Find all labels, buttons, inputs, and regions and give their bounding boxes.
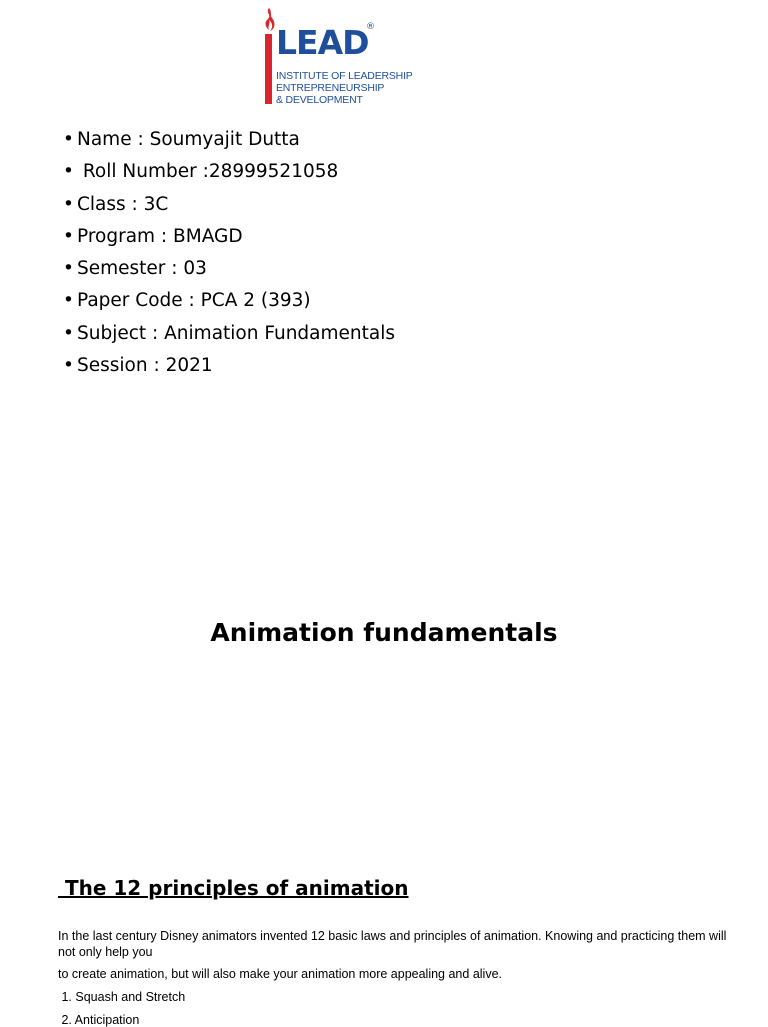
list-item: 1. Squash and Stretch [58, 990, 186, 1004]
info-name: • Name : Soumyajit Dutta [63, 124, 395, 156]
info-roll-number: • Roll Number :28999521058 [63, 156, 395, 188]
section-heading: The 12 principles of animation [58, 876, 409, 900]
info-subject: • Subject : Animation Fundamentals [63, 318, 395, 350]
logo-tagline-2: ENTREPRENEURSHIP [276, 82, 385, 94]
info-semester: • Semester : 03 [63, 253, 395, 285]
logo-tagline-1: INSTITUTE OF LEADERSHIP [276, 70, 413, 82]
info-program: • Program : BMAGD [63, 221, 395, 253]
flame-icon [262, 8, 276, 32]
page-title: Animation fundamentals [210, 618, 558, 647]
registered-mark: ® [366, 22, 375, 32]
list-item: 2. Anticipation [58, 1013, 140, 1027]
student-info-list [63, 124, 395, 382]
intro-paragraph: In the last century Disney animators invented 12 basic laws and principles of animation. Knowing and practicing them will not only help you [58, 929, 727, 959]
info-paper-code: • Paper Code : PCA 2 (393) [63, 285, 395, 317]
logo-wordmark: LEAD [276, 23, 369, 62]
intro-paragraph-continued: to create animation, but will also make your animation more appealing and alive. [58, 967, 502, 981]
logo-tagline-3: & DEVELOPMENT [276, 94, 363, 106]
logo-bar [265, 34, 272, 104]
ilead-logo [262, 8, 412, 108]
info-session: • Session : 2021 [63, 350, 395, 382]
info-class: • Class : 3C [63, 189, 395, 221]
